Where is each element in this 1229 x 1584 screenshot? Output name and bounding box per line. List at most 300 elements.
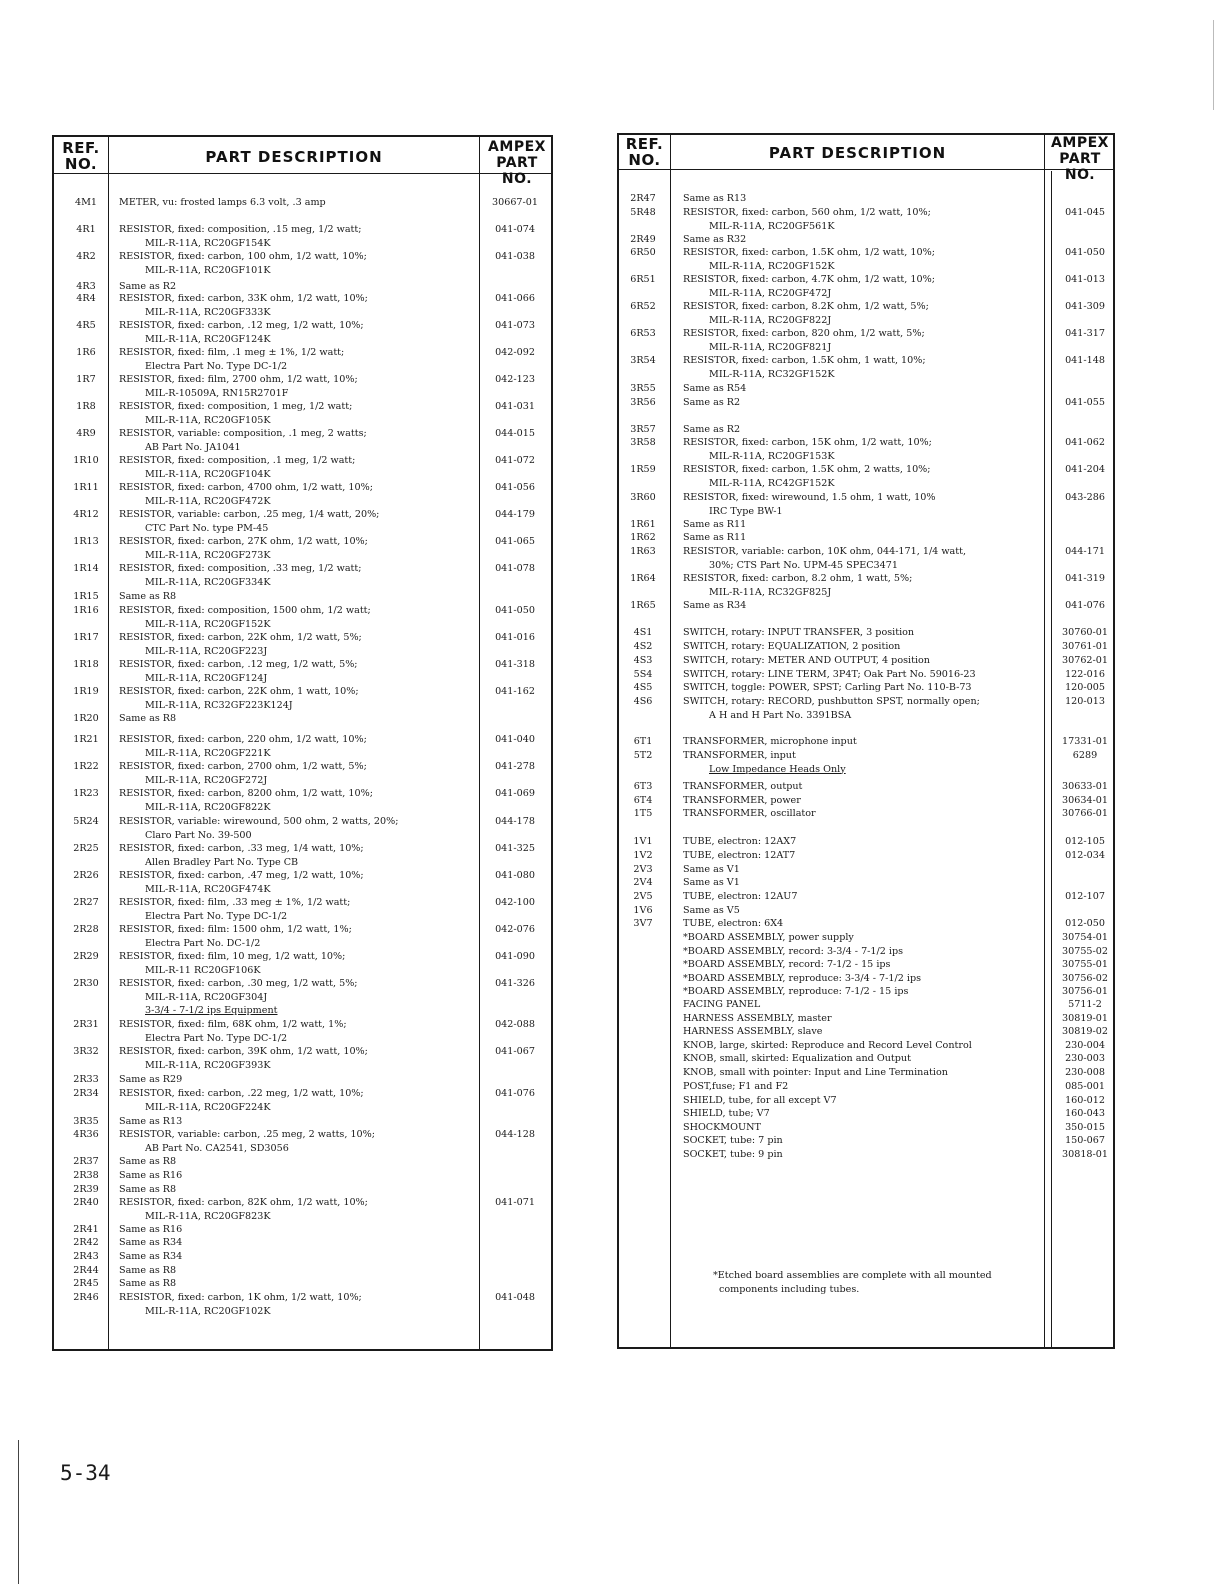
description-line: RESISTOR, fixed: carbon, 560 ohm, 1/2 watt, 10%;: [683, 207, 931, 218]
part-description: [683, 327, 925, 354]
description-line: RESISTOR, fixed: carbon, 39K ohm, 1/2 watt, 10%;: [119, 1046, 368, 1057]
ref-no: 2R33: [73, 1074, 99, 1085]
description-line: MIL-R-11A, RC20GF393K: [145, 1059, 271, 1071]
ref-no: 2R41: [73, 1224, 99, 1235]
part-description: [683, 463, 931, 490]
description-line: Same as V5: [683, 905, 740, 916]
part-description: [119, 250, 367, 277]
description-line: Same as R11: [683, 519, 747, 530]
part-description: [683, 904, 740, 918]
description-line: Same as R11: [683, 532, 747, 543]
description-line: MIL-R-11A, RC32GF223K124J: [145, 699, 293, 711]
part-description: [683, 890, 797, 904]
part-description: [683, 423, 740, 437]
part-description: [683, 518, 746, 532]
part-description: [119, 1277, 176, 1291]
part-description: [683, 794, 801, 808]
description-line: MIL-R-11A, RC20GF221K: [145, 747, 271, 759]
ampex-part-no: 042-088: [495, 1019, 535, 1030]
ref-no: 5T2: [633, 750, 653, 761]
description-line: RESISTOR, variable: carbon, .25 meg, 2 watts, 10%;: [119, 1129, 376, 1140]
part-description: [683, 531, 746, 545]
ref-no: 2V3: [633, 864, 653, 875]
scan-edge-mark-bottom: [18, 1440, 19, 1584]
description-line: SOCKET, tube: 9 pin: [683, 1149, 783, 1160]
description-line: RESISTOR, fixed: carbon, 8.2K ohm, 1/2 watt, 5%;: [683, 301, 929, 312]
description-line: MIL-R-11A, RC20GF273K: [145, 549, 271, 561]
part-description: [119, 712, 176, 726]
ref-no: 1R23: [73, 788, 99, 799]
ref-no: 3R56: [630, 397, 656, 408]
part-description: [119, 869, 364, 896]
ampex-part-no: 041-080: [495, 870, 535, 881]
ampex-part-no: 230-003: [1065, 1053, 1105, 1064]
description-line: RESISTOR, fixed: carbon, 820 ohm, 1/2 watt, 5%;: [683, 328, 925, 339]
description-line: MIL-R-11A, RC20GF472J: [709, 287, 832, 299]
ref-no: 3R55: [630, 383, 656, 394]
part-description: [683, 1094, 837, 1108]
part-description: [683, 695, 980, 722]
part-description: [119, 1128, 375, 1155]
ref-no: 6R50: [630, 247, 656, 258]
ampex-part-no: 041-050: [1065, 247, 1105, 258]
description-line: Same as R13: [683, 193, 747, 204]
ref-no: 3V7: [633, 918, 653, 929]
part-description: [683, 192, 746, 206]
part-description: [119, 346, 344, 373]
description-line: RESISTOR, fixed: carbon, .33 meg, 1/4 watt, 10%;: [119, 843, 364, 854]
description-line: KNOB, large, skirted: Reproduce and Record Level Control: [683, 1040, 972, 1051]
description-line: Same as R16: [119, 1224, 183, 1235]
part-description: [683, 436, 932, 463]
ampex-part-no: 012-050: [1065, 918, 1105, 929]
description-line: MIL-R-11 RC20GF106K: [145, 964, 261, 976]
part-description: [119, 815, 398, 842]
part-description: [683, 1134, 783, 1148]
ref-no: 2R28: [73, 924, 99, 935]
description-line: MIL-R-11A, RC20GF304J: [145, 991, 268, 1003]
ampex-part-no: 044-171: [1065, 546, 1105, 557]
ref-no: 2R30: [73, 978, 99, 989]
part-description: [119, 535, 368, 562]
part-description: [683, 998, 760, 1012]
ref-no: 1R63: [630, 546, 656, 557]
ref-header-line1: REF.: [62, 139, 100, 157]
part-description: [119, 923, 352, 950]
description-line: SHIELD, tube; V7: [683, 1108, 770, 1119]
ampex-part-no: 041-326: [495, 978, 535, 989]
part-description: [119, 950, 345, 977]
description-line: SWITCH, rotary: RECORD, pushbutton SPST, normally open;: [683, 696, 980, 707]
description-line: RESISTOR, fixed: carbon, 15K ohm, 1/2 watt, 10%;: [683, 437, 932, 448]
part-description: [683, 780, 802, 794]
description-line: Same as R8: [119, 1184, 177, 1195]
part-description: [119, 292, 368, 319]
part-description: [119, 1155, 176, 1169]
description-line: FACING PANEL: [683, 999, 761, 1010]
description-line: RESISTOR, fixed: carbon, 1.5K ohm, 2 watts, 10%;: [683, 464, 931, 475]
description-line: MIL-R-11A, RC20GF124K: [145, 333, 271, 345]
ref-no: 1R62: [630, 532, 656, 543]
part-description: [683, 640, 900, 654]
part-description: [683, 572, 912, 599]
ref-no: 1R65: [630, 600, 656, 611]
part-description: [683, 849, 795, 863]
description-line: SHIELD, tube, for all except V7: [683, 1095, 837, 1106]
ref-no: 2R29: [73, 951, 99, 962]
ref-no: 2V5: [633, 891, 653, 902]
description-line: HARNESS ASSEMBLY, slave: [683, 1026, 823, 1037]
ref-no: 3R54: [630, 355, 656, 366]
description-line: CTC Part No. type PM-45: [145, 522, 269, 534]
part-description: [119, 1264, 176, 1278]
ref-no: 1R10: [73, 455, 99, 466]
part-description: [683, 1148, 783, 1162]
description-line: Electra Part No. DC-1/2: [145, 937, 261, 949]
part-description: [683, 545, 966, 572]
part-description: [683, 681, 972, 695]
part-description: [683, 626, 914, 640]
ref-no: 4R36: [73, 1129, 99, 1140]
part-description: [683, 491, 935, 518]
part-description: [683, 863, 740, 877]
part-description: [119, 842, 364, 869]
ref-no: 5S4: [633, 669, 653, 680]
ampex-part-no: 041-066: [495, 293, 535, 304]
description-line: SWITCH, toggle: POWER, SPST; Carling Part No. 110-B-73: [683, 682, 972, 693]
left-ref-header: [54, 140, 108, 172]
description-line: SWITCH, rotary: EQUALIZATION, 2 position: [683, 641, 901, 652]
description-line: RESISTOR, fixed: carbon, .12 meg, 1/2 watt, 10%;: [119, 320, 364, 331]
description-line: KNOB, small, skirted: Equalization and Output: [683, 1053, 911, 1064]
part-description: [119, 733, 367, 760]
part-description: [119, 1087, 364, 1114]
description-line: TUBE, electron: 6X4: [683, 918, 784, 929]
description-line: Same as R32: [683, 234, 747, 245]
ampex-part-no: 041-090: [495, 951, 535, 962]
description-line: RESISTOR, fixed: carbon, 4700 ohm, 1/2 watt, 10%;: [119, 482, 373, 493]
description-line: RESISTOR, fixed: carbon, 4.7K ohm, 1/2 watt, 10%;: [683, 274, 935, 285]
description-line: TUBE, electron: 12AT7: [683, 850, 796, 861]
ref-no: 6T3: [633, 781, 653, 792]
ampex-part-no: 041-067: [495, 1046, 535, 1057]
ampex-part-no: 041-162: [495, 686, 535, 697]
part-description: [119, 1250, 182, 1264]
description-line: MIL-R-10509A, RN15R2701F: [145, 387, 289, 399]
description-line: RESISTOR, variable: carbon, 10K ohm, 044-171, 1/4 watt,: [683, 546, 967, 557]
ampex-part-no: 041-072: [495, 455, 535, 466]
description-line: MIL-R-11A, RC20GF154K: [145, 237, 271, 249]
description-line: RESISTOR, fixed: carbon, 8200 ohm, 1/2 watt, 10%;: [119, 788, 373, 799]
part-description: [683, 958, 890, 972]
ref-no: 2R47: [630, 193, 656, 204]
description-line: MIL-R-11A, RC20GF152K: [709, 260, 835, 272]
left-header-rule: [54, 173, 551, 174]
ref-no: 1R17: [73, 632, 99, 643]
ref-no: 6T4: [633, 795, 653, 806]
ref-no: 1R14: [73, 563, 99, 574]
part-description: [683, 1107, 770, 1121]
footnote-line2: components including tubes.: [719, 1284, 860, 1295]
description-line: Same as R2: [683, 424, 741, 435]
ampex-part-no: 30819-01: [1062, 1013, 1108, 1024]
ampex-part-no: 041-073: [495, 320, 535, 331]
ampex-part-no: 041-056: [495, 482, 535, 493]
ref-no: 1T5: [633, 808, 653, 819]
part-description: [683, 807, 816, 821]
part-description: [683, 835, 796, 849]
description-line: 30%; CTS Part No. UPM-45 SPEC3471: [709, 559, 898, 571]
part-description: [683, 354, 926, 381]
description-line: RESISTOR, variable: composition, .1 meg, 2 watts;: [119, 428, 367, 439]
description-line: *BOARD ASSEMBLY, reproduce: 3-3/4 - 7-1/2 ips: [683, 973, 922, 984]
description-line: MIL-R-11A, RC42GF152K: [709, 477, 835, 489]
part-description: [119, 1073, 182, 1087]
ref-header-line2: NO.: [628, 151, 661, 169]
description-line: Same as R2: [119, 281, 177, 292]
description-line: AB Part No. JA1041: [145, 441, 241, 453]
part-description: [119, 508, 379, 535]
ref-no: 2R40: [73, 1197, 99, 1208]
description-line: Claro Part No. 39-500: [145, 829, 252, 841]
description-line: MIL-R-11A, RC20GF823K: [145, 1210, 271, 1222]
description-line: Same as R8: [119, 1278, 177, 1289]
ref-no: 1R13: [73, 536, 99, 547]
description-line: RESISTOR, fixed: film: 1500 ohm, 1/2 watt, 1%;: [119, 924, 352, 935]
part-description: [119, 1196, 368, 1223]
description-line: MIL-R-11A, RC20GF101K: [145, 264, 271, 276]
part-description: [683, 1012, 832, 1026]
description-line: MIL-R-11A, RC20GF822J: [709, 314, 832, 326]
ampex-part-no: 041-317: [1065, 328, 1105, 339]
description-line: RESISTOR, fixed: composition, .1 meg, 1/2 watt;: [119, 455, 356, 466]
description-line: Same as R8: [119, 591, 177, 602]
ref-no: 1R15: [73, 591, 99, 602]
description-line: RESISTOR, fixed: carbon, 1.5K ohm, 1 watt, 10%;: [683, 355, 926, 366]
ref-no: 2R27: [73, 897, 99, 908]
description-line: Allen Bradley Part No. Type CB: [145, 856, 299, 868]
scan-edge-mark-right: [1213, 20, 1214, 110]
right-part-header: [1046, 135, 1114, 183]
ref-no: 4M1: [74, 197, 98, 208]
ampex-part-no: 160-043: [1065, 1108, 1105, 1119]
description-line: MIL-R-11A, RC20GF333K: [145, 306, 271, 318]
ampex-part-no: 230-008: [1065, 1067, 1105, 1078]
part-description: [119, 562, 361, 589]
ampex-part-no: 041-325: [495, 843, 535, 854]
part-header-line2: PART NO.: [1059, 151, 1101, 183]
ref-no: 1R8: [76, 401, 96, 412]
description-line: *BOARD ASSEMBLY, reproduce: 7-1/2 - 15 ips: [683, 986, 909, 997]
part-description: [119, 427, 367, 454]
ampex-part-no: 17331-01: [1062, 736, 1108, 747]
ampex-part-no: 043-286: [1065, 492, 1105, 503]
ampex-part-no: 041-148: [1065, 355, 1105, 366]
description-line: KNOB, small with pointer: Input and Line Termination: [683, 1067, 948, 1078]
ampex-part-no: 30766-01: [1062, 808, 1108, 819]
right-divider-ref: [670, 135, 671, 1347]
ref-no: 6T1: [633, 736, 653, 747]
description-line: TRANSFORMER, output: [683, 781, 803, 792]
description-line: RESISTOR, fixed: carbon, .30 meg, 1/2 watt, 5%;: [119, 978, 358, 989]
description-line: RESISTOR, fixed: composition, .15 meg, 1/2 watt;: [119, 224, 362, 235]
ref-no: 4R2: [76, 251, 96, 262]
description-line: Same as R29: [119, 1074, 183, 1085]
part-description: [683, 735, 857, 749]
description-line: A H and H Part No. 3391BSA: [709, 709, 852, 721]
part-description: [119, 896, 350, 923]
part-description: [683, 654, 930, 668]
description-line: Same as R8: [119, 1265, 177, 1276]
description-line: Electra Part No. Type DC-1/2: [145, 360, 288, 372]
description-line: MIL-R-11A, RC20GF105K: [145, 414, 271, 426]
ref-no: 4S3: [633, 655, 653, 666]
part-description: [683, 599, 746, 613]
description-line: IRC Type BW-1: [709, 505, 783, 517]
description-line: MIL-R-11A, RC20GF102K: [145, 1305, 271, 1317]
ref-no: 4R4: [76, 293, 96, 304]
ref-no: 4R12: [73, 509, 99, 520]
ref-no: 3R35: [73, 1116, 99, 1127]
part-description: [683, 273, 935, 300]
ref-no: 4R9: [76, 428, 96, 439]
description-line: MIL-R-11A, RC32GF825J: [709, 586, 832, 598]
description-line: TRANSFORMER, oscillator: [683, 808, 816, 819]
part-description: [119, 787, 373, 814]
description-line: 3-3/4 - 7-1/2 ips Equipment: [145, 1005, 278, 1016]
part-description: [683, 917, 783, 931]
description-line: MIL-R-11A, RC20GF561K: [709, 220, 835, 232]
ref-no: 4S2: [633, 641, 653, 652]
ref-no: 4S5: [633, 682, 653, 693]
ref-header-line2: NO.: [64, 155, 98, 173]
description-line: RESISTOR, fixed: film, .1 meg ± 1%, 1/2 watt;: [119, 347, 345, 358]
ref-no: 2R39: [73, 1184, 99, 1195]
ampex-part-no: 230-004: [1065, 1040, 1105, 1051]
ref-no: 5R48: [630, 207, 656, 218]
ref-no: 2R25: [73, 843, 99, 854]
part-description: [683, 876, 740, 890]
part-description: [683, 246, 935, 273]
part-description: [683, 300, 929, 327]
ampex-part-no: 041-204: [1065, 464, 1105, 475]
ampex-part-no: 041-278: [495, 761, 535, 772]
description-line: Same as R8: [119, 713, 177, 724]
ref-no: 1V2: [633, 850, 653, 861]
description-line: RESISTOR, fixed: film, 68K ohm, 1/2 watt, 1%;: [119, 1019, 347, 1030]
description-line: Electra Part No. Type DC-1/2: [145, 910, 288, 922]
ref-no: 2R45: [73, 1278, 99, 1289]
description-line: Same as V1: [683, 877, 740, 888]
part-description: [119, 590, 176, 604]
ref-no: 1R6: [76, 347, 96, 358]
description-line: RESISTOR, fixed: carbon, 100 ohm, 1/2 watt, 10%;: [119, 251, 367, 262]
description-line: MIL-R-11A, RC20GF104K: [145, 468, 271, 480]
description-line: *BOARD ASSEMBLY, record: 7-1/2 - 15 ips: [683, 959, 891, 970]
ampex-part-no: 044-179: [495, 509, 535, 520]
part-description: [683, 931, 854, 945]
description-line: SWITCH, rotary: INPUT TRANSFER, 3 position: [683, 627, 915, 638]
ref-no: 2R43: [73, 1251, 99, 1262]
ampex-part-no: 30755-01: [1062, 959, 1108, 970]
right-header-rule: [619, 169, 1113, 170]
part-description: [683, 382, 746, 396]
description-line: HARNESS ASSEMBLY, master: [683, 1013, 832, 1024]
description-line: Same as R2: [683, 397, 741, 408]
description-line: RESISTOR, fixed: wirewound, 1.5 ohm, 1 watt, 10%: [683, 492, 936, 503]
ampex-part-no: 30819-02: [1062, 1026, 1108, 1037]
ampex-part-no: 041-048: [495, 1292, 535, 1303]
part-description: [119, 319, 364, 346]
description-line: MIL-R-11A, RC20GF152K: [145, 618, 271, 630]
ampex-part-no: 041-016: [495, 632, 535, 643]
part-header-line2: PART NO.: [496, 155, 538, 187]
description-line: RESISTOR, fixed: carbon, .47 meg, 1/2 watt, 10%;: [119, 870, 364, 881]
ampex-part-no: 041-040: [495, 734, 535, 745]
ampex-part-no: 041-078: [495, 563, 535, 574]
description-line: RESISTOR, fixed: carbon, 27K ohm, 1/2 watt, 10%;: [119, 536, 368, 547]
ref-no: 1R7: [76, 374, 96, 385]
part-description: [683, 972, 921, 986]
description-line: Same as R8: [119, 1156, 177, 1167]
ampex-part-no: 012-107: [1065, 891, 1105, 902]
description-line: RESISTOR, fixed: carbon, .12 meg, 1/2 watt, 5%;: [119, 659, 358, 670]
description-line: *BOARD ASSEMBLY, record: 3-3/4 - 7-1/2 ips: [683, 946, 904, 957]
part-description: [119, 1115, 182, 1129]
part-header-line1: AMPEX: [1051, 135, 1109, 151]
part-description: [683, 1121, 761, 1135]
description-line: RESISTOR, fixed: carbon, 1K ohm, 1/2 watt, 10%;: [119, 1292, 362, 1303]
description-line: Same as V1: [683, 864, 740, 875]
ampex-part-no: 041-071: [495, 1197, 535, 1208]
ampex-part-no: 30754-01: [1062, 932, 1108, 943]
description-line: RESISTOR, fixed: composition, 1500 ohm, 1/2 watt;: [119, 605, 371, 616]
ampex-part-no: 041-319: [1065, 573, 1105, 584]
ampex-part-no: 30818-01: [1062, 1149, 1108, 1160]
description-line: TRANSFORMER, input: [683, 750, 796, 761]
ref-no: 5R24: [73, 816, 99, 827]
part-description: [119, 631, 362, 658]
ref-no: 1R59: [630, 464, 656, 475]
part-description: [683, 1025, 822, 1039]
ampex-part-no: 30762-01: [1062, 655, 1108, 666]
description-line: RESISTOR, fixed: carbon, 33K ohm, 1/2 watt, 10%;: [119, 293, 368, 304]
ref-no: 3R58: [630, 437, 656, 448]
ampex-part-no: 041-076: [495, 1088, 535, 1099]
ref-no: 3R60: [630, 492, 656, 503]
description-line: MIL-R-11A, RC20GF472K: [145, 495, 271, 507]
description-line: *BOARD ASSEMBLY, power supply: [683, 932, 854, 943]
part-description: [119, 1183, 176, 1197]
description-line: RESISTOR, fixed: carbon, .22 meg, 1/2 watt, 10%;: [119, 1088, 364, 1099]
ampex-part-no: 041-309: [1065, 301, 1105, 312]
ampex-part-no: 041-031: [495, 401, 535, 412]
part-description: [119, 400, 352, 427]
description-line: Same as R13: [119, 1116, 183, 1127]
part-description: [683, 1052, 911, 1066]
ampex-part-no: 041-062: [1065, 437, 1105, 448]
ref-no: 4S1: [633, 627, 653, 638]
part-header-line1: AMPEX: [488, 139, 546, 155]
part-description: [119, 1236, 182, 1250]
description-line: RESISTOR, fixed: composition, 1 meg, 1/2 watt;: [119, 401, 353, 412]
left-desc-header: PART DESCRIPTION: [205, 148, 383, 166]
ref-no: 1R19: [73, 686, 99, 697]
description-line: Same as R16: [119, 1170, 183, 1181]
part-description: [119, 685, 359, 712]
right-ref-header: [619, 136, 670, 168]
ampex-part-no: 041-074: [495, 224, 535, 235]
